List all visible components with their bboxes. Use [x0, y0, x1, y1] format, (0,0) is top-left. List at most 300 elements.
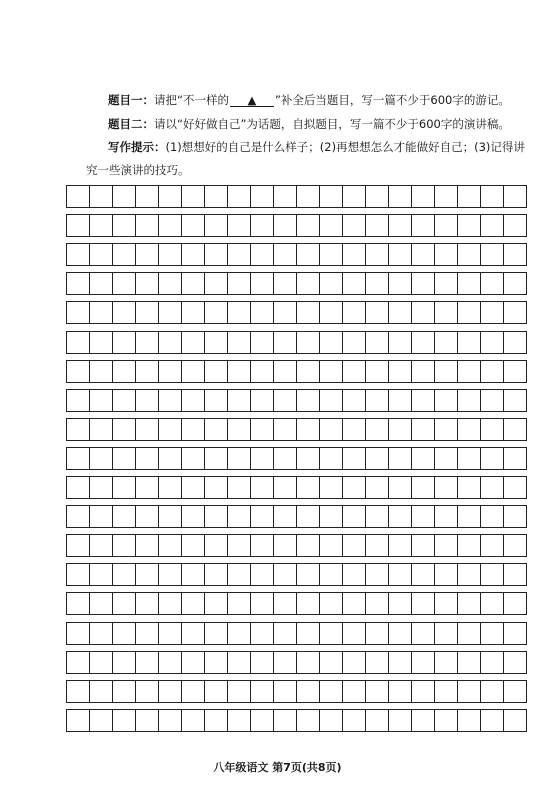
grid-cell[interactable] [274, 272, 297, 295]
grid-cell[interactable] [182, 331, 205, 354]
grid-cell[interactable] [159, 214, 182, 237]
grid-cell[interactable] [297, 680, 320, 703]
grid-cell[interactable] [182, 214, 205, 237]
grid-cell[interactable] [67, 389, 90, 412]
grid-cell[interactable] [90, 360, 113, 383]
grid-cell[interactable] [251, 243, 274, 266]
grid-cell[interactable] [274, 563, 297, 586]
grid-cell[interactable] [458, 505, 481, 528]
grid-cell[interactable] [458, 272, 481, 295]
grid-cell[interactable] [90, 214, 113, 237]
grid-cell[interactable] [458, 622, 481, 645]
grid-cell[interactable] [412, 389, 435, 412]
grid-cell[interactable] [389, 651, 412, 674]
grid-cell[interactable] [113, 360, 136, 383]
grid-cell[interactable] [481, 592, 504, 615]
grid-cell[interactable] [366, 447, 389, 470]
grid-cell[interactable] [228, 214, 251, 237]
grid-cell[interactable] [205, 651, 228, 674]
grid-cell[interactable] [113, 418, 136, 441]
grid-cell[interactable] [159, 563, 182, 586]
grid-cell[interactable] [320, 331, 343, 354]
grid-cell[interactable] [320, 185, 343, 208]
grid-cell[interactable] [90, 563, 113, 586]
grid-cell[interactable] [90, 272, 113, 295]
grid-cell[interactable] [343, 563, 366, 586]
grid-cell[interactable] [366, 389, 389, 412]
grid-cell[interactable] [435, 447, 458, 470]
grid-cell[interactable] [182, 418, 205, 441]
grid-cell[interactable] [228, 592, 251, 615]
grid-cell[interactable] [504, 360, 527, 383]
grid-cell[interactable] [159, 592, 182, 615]
grid-cell[interactable] [113, 476, 136, 499]
grid-cell[interactable] [274, 476, 297, 499]
grid-cell[interactable] [205, 505, 228, 528]
grid-cell[interactable] [251, 301, 274, 324]
grid-cell[interactable] [251, 592, 274, 615]
grid-cell[interactable] [159, 476, 182, 499]
grid-cell[interactable] [297, 214, 320, 237]
grid-cell[interactable] [297, 331, 320, 354]
grid-cell[interactable] [251, 680, 274, 703]
grid-cell[interactable] [274, 418, 297, 441]
grid-cell[interactable] [297, 272, 320, 295]
grid-cell[interactable] [228, 360, 251, 383]
grid-cell[interactable] [251, 185, 274, 208]
grid-cell[interactable] [113, 185, 136, 208]
grid-cell[interactable] [320, 680, 343, 703]
grid-cell[interactable] [343, 389, 366, 412]
grid-cell[interactable] [366, 185, 389, 208]
grid-cell[interactable] [113, 709, 136, 732]
grid-cell[interactable] [343, 418, 366, 441]
grid-cell[interactable] [343, 301, 366, 324]
grid-cell[interactable] [458, 592, 481, 615]
grid-cell[interactable] [113, 214, 136, 237]
grid-cell[interactable] [251, 534, 274, 557]
grid-cell[interactable] [366, 476, 389, 499]
grid-cell[interactable] [274, 709, 297, 732]
grid-cell[interactable] [412, 680, 435, 703]
grid-cell[interactable] [297, 476, 320, 499]
grid-cell[interactable] [228, 534, 251, 557]
grid-cell[interactable] [182, 476, 205, 499]
grid-cell[interactable] [412, 214, 435, 237]
grid-cell[interactable] [67, 360, 90, 383]
grid-cell[interactable] [504, 592, 527, 615]
grid-cell[interactable] [458, 185, 481, 208]
grid-cell[interactable] [389, 331, 412, 354]
grid-cell[interactable] [435, 709, 458, 732]
grid-cell[interactable] [435, 214, 458, 237]
grid-cell[interactable] [389, 301, 412, 324]
grid-cell[interactable] [228, 476, 251, 499]
grid-cell[interactable] [435, 651, 458, 674]
grid-cell[interactable] [159, 622, 182, 645]
grid-cell[interactable] [251, 214, 274, 237]
grid-cell[interactable] [228, 272, 251, 295]
grid-cell[interactable] [113, 651, 136, 674]
grid-cell[interactable] [320, 360, 343, 383]
grid-cell[interactable] [113, 680, 136, 703]
grid-cell[interactable] [67, 534, 90, 557]
grid-cell[interactable] [251, 447, 274, 470]
grid-cell[interactable] [435, 301, 458, 324]
grid-cell[interactable] [159, 651, 182, 674]
grid-cell[interactable] [412, 592, 435, 615]
grid-cell[interactable] [274, 651, 297, 674]
grid-cell[interactable] [435, 243, 458, 266]
grid-cell[interactable] [205, 214, 228, 237]
grid-cell[interactable] [389, 243, 412, 266]
grid-cell[interactable] [205, 272, 228, 295]
grid-cell[interactable] [251, 331, 274, 354]
grid-cell[interactable] [297, 360, 320, 383]
grid-cell[interactable] [504, 709, 527, 732]
grid-cell[interactable] [182, 447, 205, 470]
grid-cell[interactable] [412, 651, 435, 674]
grid-cell[interactable] [251, 622, 274, 645]
grid-cell[interactable] [320, 563, 343, 586]
grid-cell[interactable] [320, 418, 343, 441]
grid-cell[interactable] [343, 505, 366, 528]
grid-cell[interactable] [297, 418, 320, 441]
grid-cell[interactable] [435, 505, 458, 528]
grid-cell[interactable] [366, 505, 389, 528]
grid-cell[interactable] [366, 592, 389, 615]
grid-cell[interactable] [228, 651, 251, 674]
grid-cell[interactable] [320, 301, 343, 324]
grid-cell[interactable] [205, 389, 228, 412]
grid-cell[interactable] [274, 214, 297, 237]
grid-cell[interactable] [412, 505, 435, 528]
grid-cell[interactable] [412, 301, 435, 324]
grid-cell[interactable] [90, 651, 113, 674]
grid-cell[interactable] [366, 301, 389, 324]
grid-cell[interactable] [90, 418, 113, 441]
grid-cell[interactable] [481, 272, 504, 295]
grid-cell[interactable] [90, 243, 113, 266]
grid-cell[interactable] [228, 563, 251, 586]
grid-cell[interactable] [67, 680, 90, 703]
grid-cell[interactable] [182, 301, 205, 324]
grid-cell[interactable] [389, 592, 412, 615]
grid-cell[interactable] [136, 680, 159, 703]
grid-cell[interactable] [274, 243, 297, 266]
grid-cell[interactable] [136, 418, 159, 441]
grid-cell[interactable] [297, 534, 320, 557]
grid-cell[interactable] [435, 563, 458, 586]
grid-cell[interactable] [481, 214, 504, 237]
grid-cell[interactable] [90, 709, 113, 732]
grid-cell[interactable] [90, 680, 113, 703]
grid-cell[interactable] [228, 447, 251, 470]
grid-cell[interactable] [297, 243, 320, 266]
grid-cell[interactable] [182, 592, 205, 615]
grid-cell[interactable] [504, 272, 527, 295]
grid-cell[interactable] [458, 563, 481, 586]
grid-cell[interactable] [182, 680, 205, 703]
grid-cell[interactable] [90, 185, 113, 208]
grid-cell[interactable] [274, 185, 297, 208]
grid-cell[interactable] [412, 447, 435, 470]
grid-cell[interactable] [320, 505, 343, 528]
grid-cell[interactable] [113, 389, 136, 412]
grid-cell[interactable] [343, 622, 366, 645]
grid-cell[interactable] [297, 185, 320, 208]
grid-cell[interactable] [320, 709, 343, 732]
grid-cell[interactable] [297, 505, 320, 528]
grid-cell[interactable] [113, 243, 136, 266]
grid-cell[interactable] [366, 214, 389, 237]
grid-cell[interactable] [343, 243, 366, 266]
grid-cell[interactable] [320, 214, 343, 237]
grid-cell[interactable] [274, 680, 297, 703]
grid-cell[interactable] [504, 214, 527, 237]
grid-cell[interactable] [297, 592, 320, 615]
grid-cell[interactable] [320, 476, 343, 499]
grid-cell[interactable] [504, 389, 527, 412]
grid-cell[interactable] [136, 709, 159, 732]
grid-cell[interactable] [343, 534, 366, 557]
grid-cell[interactable] [205, 418, 228, 441]
grid-cell[interactable] [67, 272, 90, 295]
grid-cell[interactable] [458, 301, 481, 324]
grid-cell[interactable] [228, 709, 251, 732]
grid-cell[interactable] [228, 680, 251, 703]
grid-cell[interactable] [412, 185, 435, 208]
grid-cell[interactable] [205, 592, 228, 615]
grid-cell[interactable] [136, 185, 159, 208]
grid-cell[interactable] [389, 563, 412, 586]
grid-cell[interactable] [458, 331, 481, 354]
grid-cell[interactable] [481, 243, 504, 266]
grid-cell[interactable] [136, 331, 159, 354]
grid-cell[interactable] [412, 563, 435, 586]
grid-cell[interactable] [251, 418, 274, 441]
grid-cell[interactable] [159, 185, 182, 208]
grid-cell[interactable] [205, 709, 228, 732]
grid-cell[interactable] [228, 185, 251, 208]
grid-cell[interactable] [182, 243, 205, 266]
grid-cell[interactable] [320, 447, 343, 470]
grid-cell[interactable] [343, 447, 366, 470]
grid-cell[interactable] [366, 680, 389, 703]
grid-cell[interactable] [458, 214, 481, 237]
grid-cell[interactable] [435, 185, 458, 208]
grid-cell[interactable] [205, 447, 228, 470]
grid-cell[interactable] [435, 592, 458, 615]
grid-cell[interactable] [343, 272, 366, 295]
grid-cell[interactable] [389, 360, 412, 383]
grid-cell[interactable] [274, 331, 297, 354]
grid-cell[interactable] [205, 563, 228, 586]
grid-cell[interactable] [504, 680, 527, 703]
grid-cell[interactable] [228, 331, 251, 354]
grid-cell[interactable] [504, 243, 527, 266]
grid-cell[interactable] [481, 389, 504, 412]
grid-cell[interactable] [67, 418, 90, 441]
grid-cell[interactable] [366, 709, 389, 732]
grid-cell[interactable] [435, 418, 458, 441]
grid-cell[interactable] [205, 476, 228, 499]
grid-cell[interactable] [458, 418, 481, 441]
grid-cell[interactable] [389, 447, 412, 470]
grid-cell[interactable] [182, 534, 205, 557]
grid-cell[interactable] [343, 360, 366, 383]
grid-cell[interactable] [412, 622, 435, 645]
grid-cell[interactable] [159, 680, 182, 703]
grid-cell[interactable] [435, 476, 458, 499]
grid-cell[interactable] [320, 272, 343, 295]
grid-cell[interactable] [297, 709, 320, 732]
grid-cell[interactable] [274, 622, 297, 645]
grid-cell[interactable] [113, 622, 136, 645]
grid-cell[interactable] [136, 505, 159, 528]
grid-cell[interactable] [320, 592, 343, 615]
grid-cell[interactable] [67, 243, 90, 266]
grid-cell[interactable] [182, 185, 205, 208]
grid-cell[interactable] [389, 709, 412, 732]
grid-cell[interactable] [343, 592, 366, 615]
grid-cell[interactable] [205, 622, 228, 645]
grid-cell[interactable] [228, 243, 251, 266]
grid-cell[interactable] [481, 709, 504, 732]
grid-cell[interactable] [90, 389, 113, 412]
grid-cell[interactable] [504, 301, 527, 324]
grid-cell[interactable] [458, 389, 481, 412]
grid-cell[interactable] [366, 243, 389, 266]
grid-cell[interactable] [504, 418, 527, 441]
grid-cell[interactable] [251, 476, 274, 499]
grid-cell[interactable] [389, 389, 412, 412]
grid-cell[interactable] [182, 651, 205, 674]
grid-cell[interactable] [343, 709, 366, 732]
grid-cell[interactable] [136, 214, 159, 237]
grid-cell[interactable] [136, 622, 159, 645]
grid-cell[interactable] [205, 331, 228, 354]
grid-cell[interactable] [320, 389, 343, 412]
grid-cell[interactable] [412, 360, 435, 383]
grid-cell[interactable] [90, 534, 113, 557]
grid-cell[interactable] [504, 476, 527, 499]
grid-cell[interactable] [366, 622, 389, 645]
grid-cell[interactable] [389, 476, 412, 499]
grid-cell[interactable] [343, 185, 366, 208]
grid-cell[interactable] [67, 505, 90, 528]
grid-cell[interactable] [412, 331, 435, 354]
grid-cell[interactable] [205, 360, 228, 383]
grid-cell[interactable] [182, 622, 205, 645]
grid-cell[interactable] [67, 331, 90, 354]
grid-cell[interactable] [320, 243, 343, 266]
grid-cell[interactable] [481, 360, 504, 383]
grid-cell[interactable] [297, 651, 320, 674]
grid-cell[interactable] [366, 651, 389, 674]
grid-cell[interactable] [113, 534, 136, 557]
grid-cell[interactable] [67, 592, 90, 615]
grid-cell[interactable] [113, 272, 136, 295]
grid-cell[interactable] [481, 651, 504, 674]
grid-cell[interactable] [412, 476, 435, 499]
grid-cell[interactable] [136, 651, 159, 674]
grid-cell[interactable] [389, 418, 412, 441]
grid-cell[interactable] [251, 651, 274, 674]
grid-cell[interactable] [458, 360, 481, 383]
composition-writing-grid[interactable] [66, 185, 527, 735]
grid-cell[interactable] [228, 505, 251, 528]
grid-cell[interactable] [412, 418, 435, 441]
grid-cell[interactable] [389, 272, 412, 295]
grid-cell[interactable] [67, 301, 90, 324]
grid-cell[interactable] [67, 447, 90, 470]
grid-cell[interactable] [136, 563, 159, 586]
grid-cell[interactable] [228, 389, 251, 412]
grid-cell[interactable] [481, 680, 504, 703]
grid-cell[interactable] [113, 331, 136, 354]
grid-cell[interactable] [205, 301, 228, 324]
grid-cell[interactable] [297, 447, 320, 470]
grid-cell[interactable] [251, 360, 274, 383]
grid-cell[interactable] [228, 301, 251, 324]
grid-cell[interactable] [136, 272, 159, 295]
grid-cell[interactable] [159, 709, 182, 732]
grid-cell[interactable] [182, 563, 205, 586]
grid-cell[interactable] [504, 622, 527, 645]
grid-cell[interactable] [113, 592, 136, 615]
grid-cell[interactable] [159, 272, 182, 295]
grid-cell[interactable] [159, 243, 182, 266]
grid-cell[interactable] [458, 680, 481, 703]
grid-cell[interactable] [481, 476, 504, 499]
grid-cell[interactable] [113, 447, 136, 470]
grid-cell[interactable] [205, 680, 228, 703]
grid-cell[interactable] [251, 709, 274, 732]
grid-cell[interactable] [159, 360, 182, 383]
grid-cell[interactable] [136, 534, 159, 557]
grid-cell[interactable] [274, 534, 297, 557]
grid-cell[interactable] [412, 272, 435, 295]
grid-cell[interactable] [366, 360, 389, 383]
grid-cell[interactable] [366, 534, 389, 557]
grid-cell[interactable] [481, 534, 504, 557]
grid-cell[interactable] [113, 301, 136, 324]
grid-cell[interactable] [504, 331, 527, 354]
grid-cell[interactable] [182, 389, 205, 412]
grid-cell[interactable] [389, 680, 412, 703]
grid-cell[interactable] [481, 563, 504, 586]
grid-cell[interactable] [458, 709, 481, 732]
grid-cell[interactable] [481, 447, 504, 470]
grid-cell[interactable] [274, 360, 297, 383]
grid-cell[interactable] [481, 331, 504, 354]
grid-cell[interactable] [228, 418, 251, 441]
grid-cell[interactable] [90, 301, 113, 324]
grid-cell[interactable] [159, 389, 182, 412]
grid-cell[interactable] [504, 185, 527, 208]
grid-cell[interactable] [435, 389, 458, 412]
grid-cell[interactable] [251, 389, 274, 412]
grid-cell[interactable] [136, 389, 159, 412]
grid-cell[interactable] [159, 331, 182, 354]
grid-cell[interactable] [182, 272, 205, 295]
grid-cell[interactable] [504, 651, 527, 674]
grid-cell[interactable] [366, 331, 389, 354]
grid-cell[interactable] [458, 534, 481, 557]
grid-cell[interactable] [504, 563, 527, 586]
grid-cell[interactable] [435, 680, 458, 703]
